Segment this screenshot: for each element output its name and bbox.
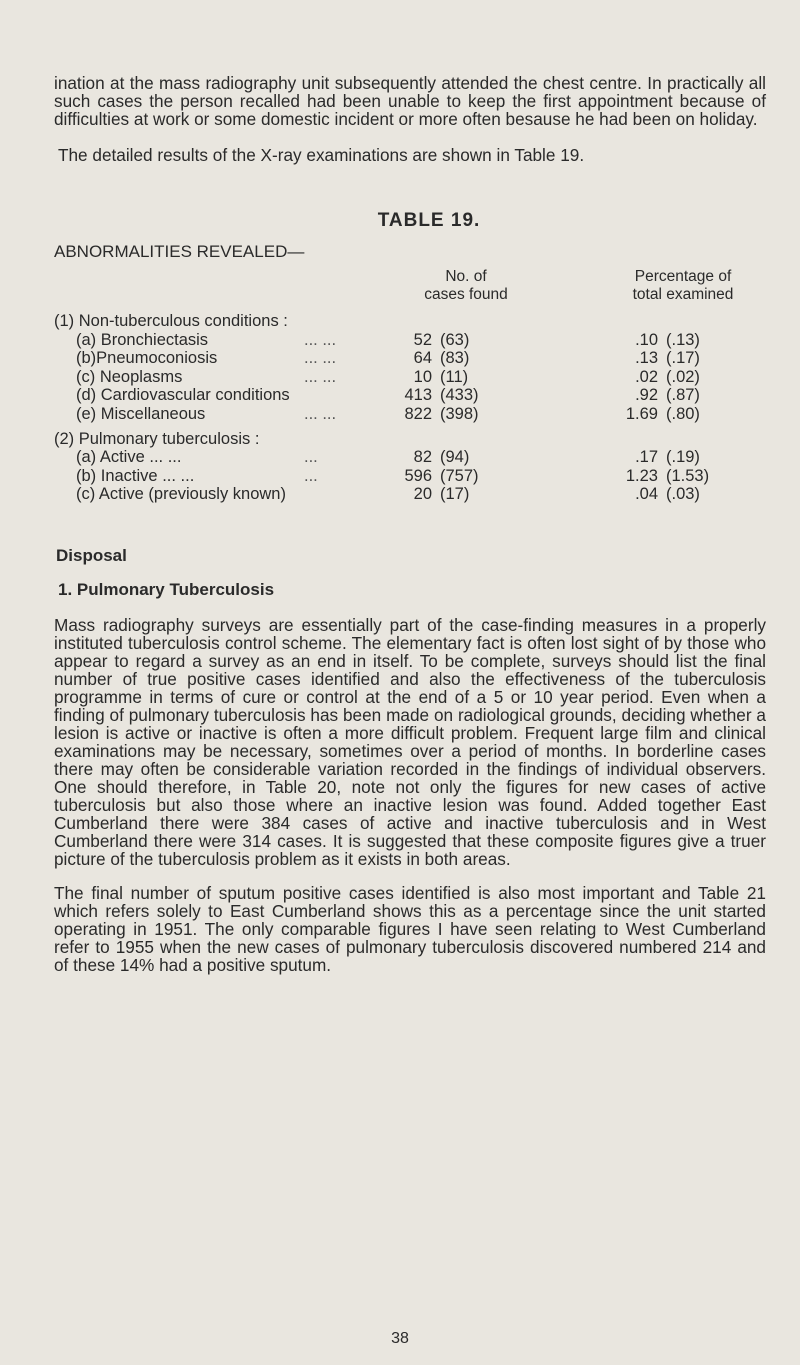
group-label: (2) Pulmonary tuberculosis : [54, 429, 260, 448]
abnormalities-table [54, 268, 766, 504]
table-row: (c) Neoplasms ... ... 10 (11) .02 (.02) [76, 367, 700, 386]
percentage-column-header: Percentage of total examined [632, 268, 734, 303]
cases-column-header: No. of cases found [424, 268, 508, 303]
table-row: (b)Pneumoconiosis ... ... 64 (83) .13 (.17) [76, 349, 700, 368]
body-paragraph-2: The final number of sputum positive cases identified is also most important and Table 21 which refers solely to East Cumberland shows this as a percentage since the unit started operating in 1951. The only comparable figures I have seen relating to West Cumberland refer to 1955 when the new cases of pulmonary tuberculosis discovered numbered 214 and of these 14% had a positive sputum. [54, 882, 766, 975]
table-row: (c) Active (previously known) 20 (17) .04 (.03) [76, 485, 700, 504]
page-number: 38 [391, 1330, 409, 1347]
disposal-heading: Disposal [56, 545, 127, 565]
table-group-pulmonary-tuberculosis [54, 430, 766, 504]
table-title: TABLE 19. [377, 210, 481, 231]
table-row: (a) Active ... ... ... 82 (94) .17 (.19) [76, 448, 700, 467]
body-paragraph-1: Mass radiography surveys are essentially part of the case-finding measures in a properly instituted tuberculosis control scheme. The elementary fact is often lost sight of by those who appear to regard a survey as an end in itself. To be complete, surveys should list the final number of true positive cases identified and also the effectiveness of the tuberculosis programme in terms of cure or control at the end of a 5 or 10 year period. Even when a finding of pulmonary tuberculosis has been made on radiological grounds, deciding whether a lesion is active or inactive is often a more difficult problem. Frequent large film and clinical examinations may be necessary, sometimes over a period of months. In borderline cases there may often be considerable variation recorded in the findings of individual observers. One should therefore, in Table 20, note not only the figures for new cases of active tuberculosis but also those where an inactive lesion was found. Added together East Cumberland there were 384 cases of active and inactive tuberculosis and in West Cumberland there were 314 cases. It is suggested that these composite figures give a truer picture of the tuberculosis problem as it exists in both areas. [54, 614, 766, 869]
section-heading: 1. Pulmonary Tuberculosis [58, 579, 275, 599]
table-group-non-tuberculous [54, 312, 766, 424]
document-page [54, 74, 766, 990]
table-header [54, 268, 766, 306]
table-row: (e) Miscellaneous ... ... 822 (398) 1.69 (.80) [76, 404, 700, 423]
intro-paragraph: ination at the mass radiography unit subsequently attended the chest centre. In practically all such cases the person recalled had been unable to keep the first appointment because of difficulties at work or some domestic incident or more often besause he had been on holiday. [54, 73, 766, 129]
intro-paragraph-2: The detailed results of the X-ray examinations are shown in Table 19. [58, 145, 585, 165]
table-row: (b) Inactive ... ... ... 596 (757) 1.23 (1.53) [76, 466, 710, 485]
table-subtitle: ABNORMALITIES REVEALED— [54, 242, 305, 261]
group-label: (1) Non-tuberculous conditions : [54, 312, 288, 330]
table-row: (a) Bronchiectasis ... ... 52 (63) .10 (.13) [76, 330, 700, 349]
table-row: (d) Cardiovascular conditions 413 (433) .92 (.87) [76, 386, 700, 405]
